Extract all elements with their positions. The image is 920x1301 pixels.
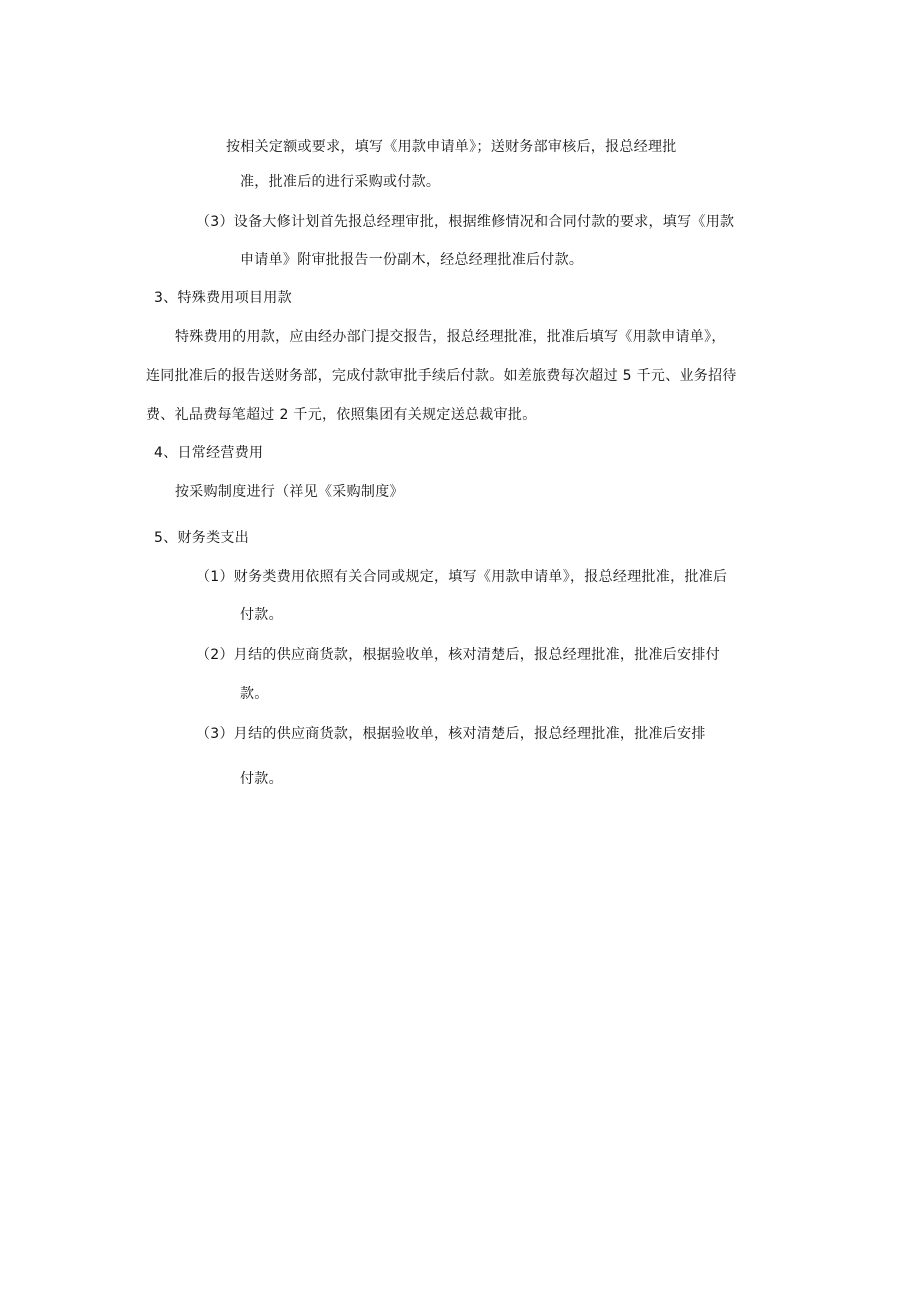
text-line: 准，批准后的进行采购或付款。 [240, 174, 441, 190]
text-line: 申请单》附审批报告一份副木，经总经理批准后付款。 [240, 252, 584, 268]
section-heading: 3、特殊费用项目用款 [154, 290, 292, 306]
text-line: 付款。 [240, 771, 283, 787]
section-heading: 5、财务类支出 [154, 530, 250, 546]
text-line: （3）设备大修计划首先报总经理审批，根据维修情况和合同付款的要求，填写《用款 [196, 214, 735, 230]
text-line: 连同批准后的报告送财务部，完成付款审批手续后付款。如差旅费每次超过 5 千元、业务招待 [146, 368, 737, 384]
text-line: 特殊费用的用款，应由经办部门提交报告，报总经理批准，批准后填写《用款申请单》， [175, 329, 726, 345]
text-line: （3）月结的供应商货款，根据验收单，核对清楚后，报总经理批准，批准后安排 [196, 726, 706, 742]
text-line: 款。 [240, 686, 269, 702]
text-line: （1）财务类费用依照有关合同或规定，填写《用款申请单》，报总经理批准，批准后 [196, 569, 728, 585]
text-line: （2）月结的供应商货款，根据验收单，核对清楚后，报总经理批准，批准后安排付 [196, 647, 721, 663]
text-line: 按相关定额或要求，填写《用款申请单》；送财务部审核后，报总经理批 [226, 139, 677, 155]
text-line: 按采购制度进行（祥见《采购制度》 [175, 484, 404, 500]
section-heading: 4、日常经营费用 [154, 445, 264, 461]
text-line: 付款。 [240, 607, 283, 623]
text-line: 费、礼品费每笔超过 2 千元，依照集团有关规定送总裁审批。 [146, 407, 537, 423]
